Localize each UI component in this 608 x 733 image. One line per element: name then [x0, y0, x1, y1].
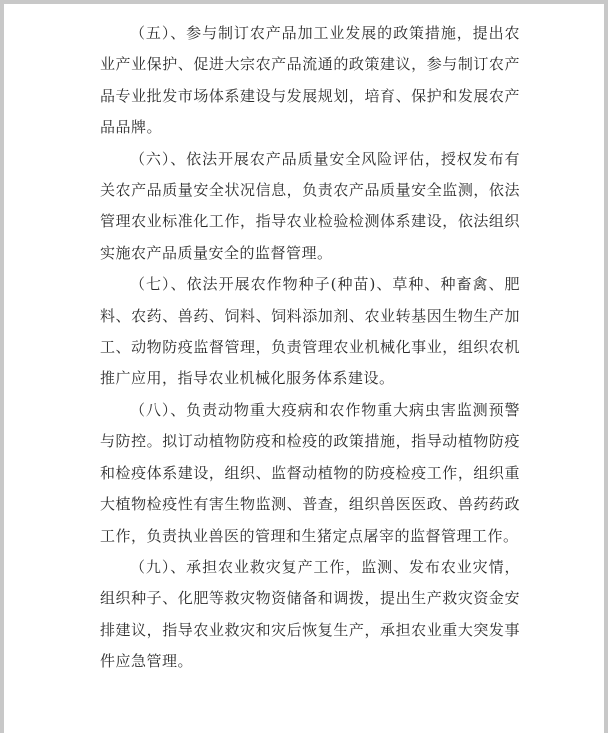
paragraph-item-6: （六）、依法开展农产品质量安全风险评估，授权发布有关农产品质量安全状况信息，负责农产品质量安全监测，依法管理农业标准化工作，指导农业检验检测体系建设，依法组织实施农产品质量安全的监督管理。 [100, 149, 520, 262]
paragraph-item-8: （八）、负责动物重大疫病和农作物重大病虫害监测预警与防控。拟订动植物防疫和检疫的政策措施，指导动植物防疫和检疫体系建设，组织、监督动植物的防疫检疫工作，组织重大植物检疫性有害生物监测、普查，组织兽医医政、兽药药政工作，负责执业兽医的管理和生猪定点屠宰的监督管理工作。 [100, 400, 520, 545]
paragraph-item-7: （七）、依法开展农作物种子(种苗)、草种、种畜禽、肥料、农药、兽药、饲料、饲料添加剂、农业转基因生物生产加工、动物防疫监督管理，负责管理农业机械化事业，组织农机推广应用，指导农业机械化服务体系建设。 [100, 275, 520, 388]
document-body [100, 18, 520, 678]
viewer-frame-right [604, 0, 608, 733]
document-page [4, 4, 604, 733]
paragraph-item-9: （九）、承担农业救灾复产工作，监测、发布农业灾情，组织种子、化肥等救灾物资储备和调拨，提出生产救灾资金安排建议，指导农业救灾和灾后恢复生产，承担农业重大突发事件应急管理。 [100, 557, 520, 671]
paragraph-item-5: （五）、参与制订农产品加工业发展的政策措施，提出农业产业保护、促进大宗农产品流通的政策建议，参与制订农产品专业批发市场体系建设与发展规划，培育、保护和发展农产品品牌。 [100, 24, 520, 137]
